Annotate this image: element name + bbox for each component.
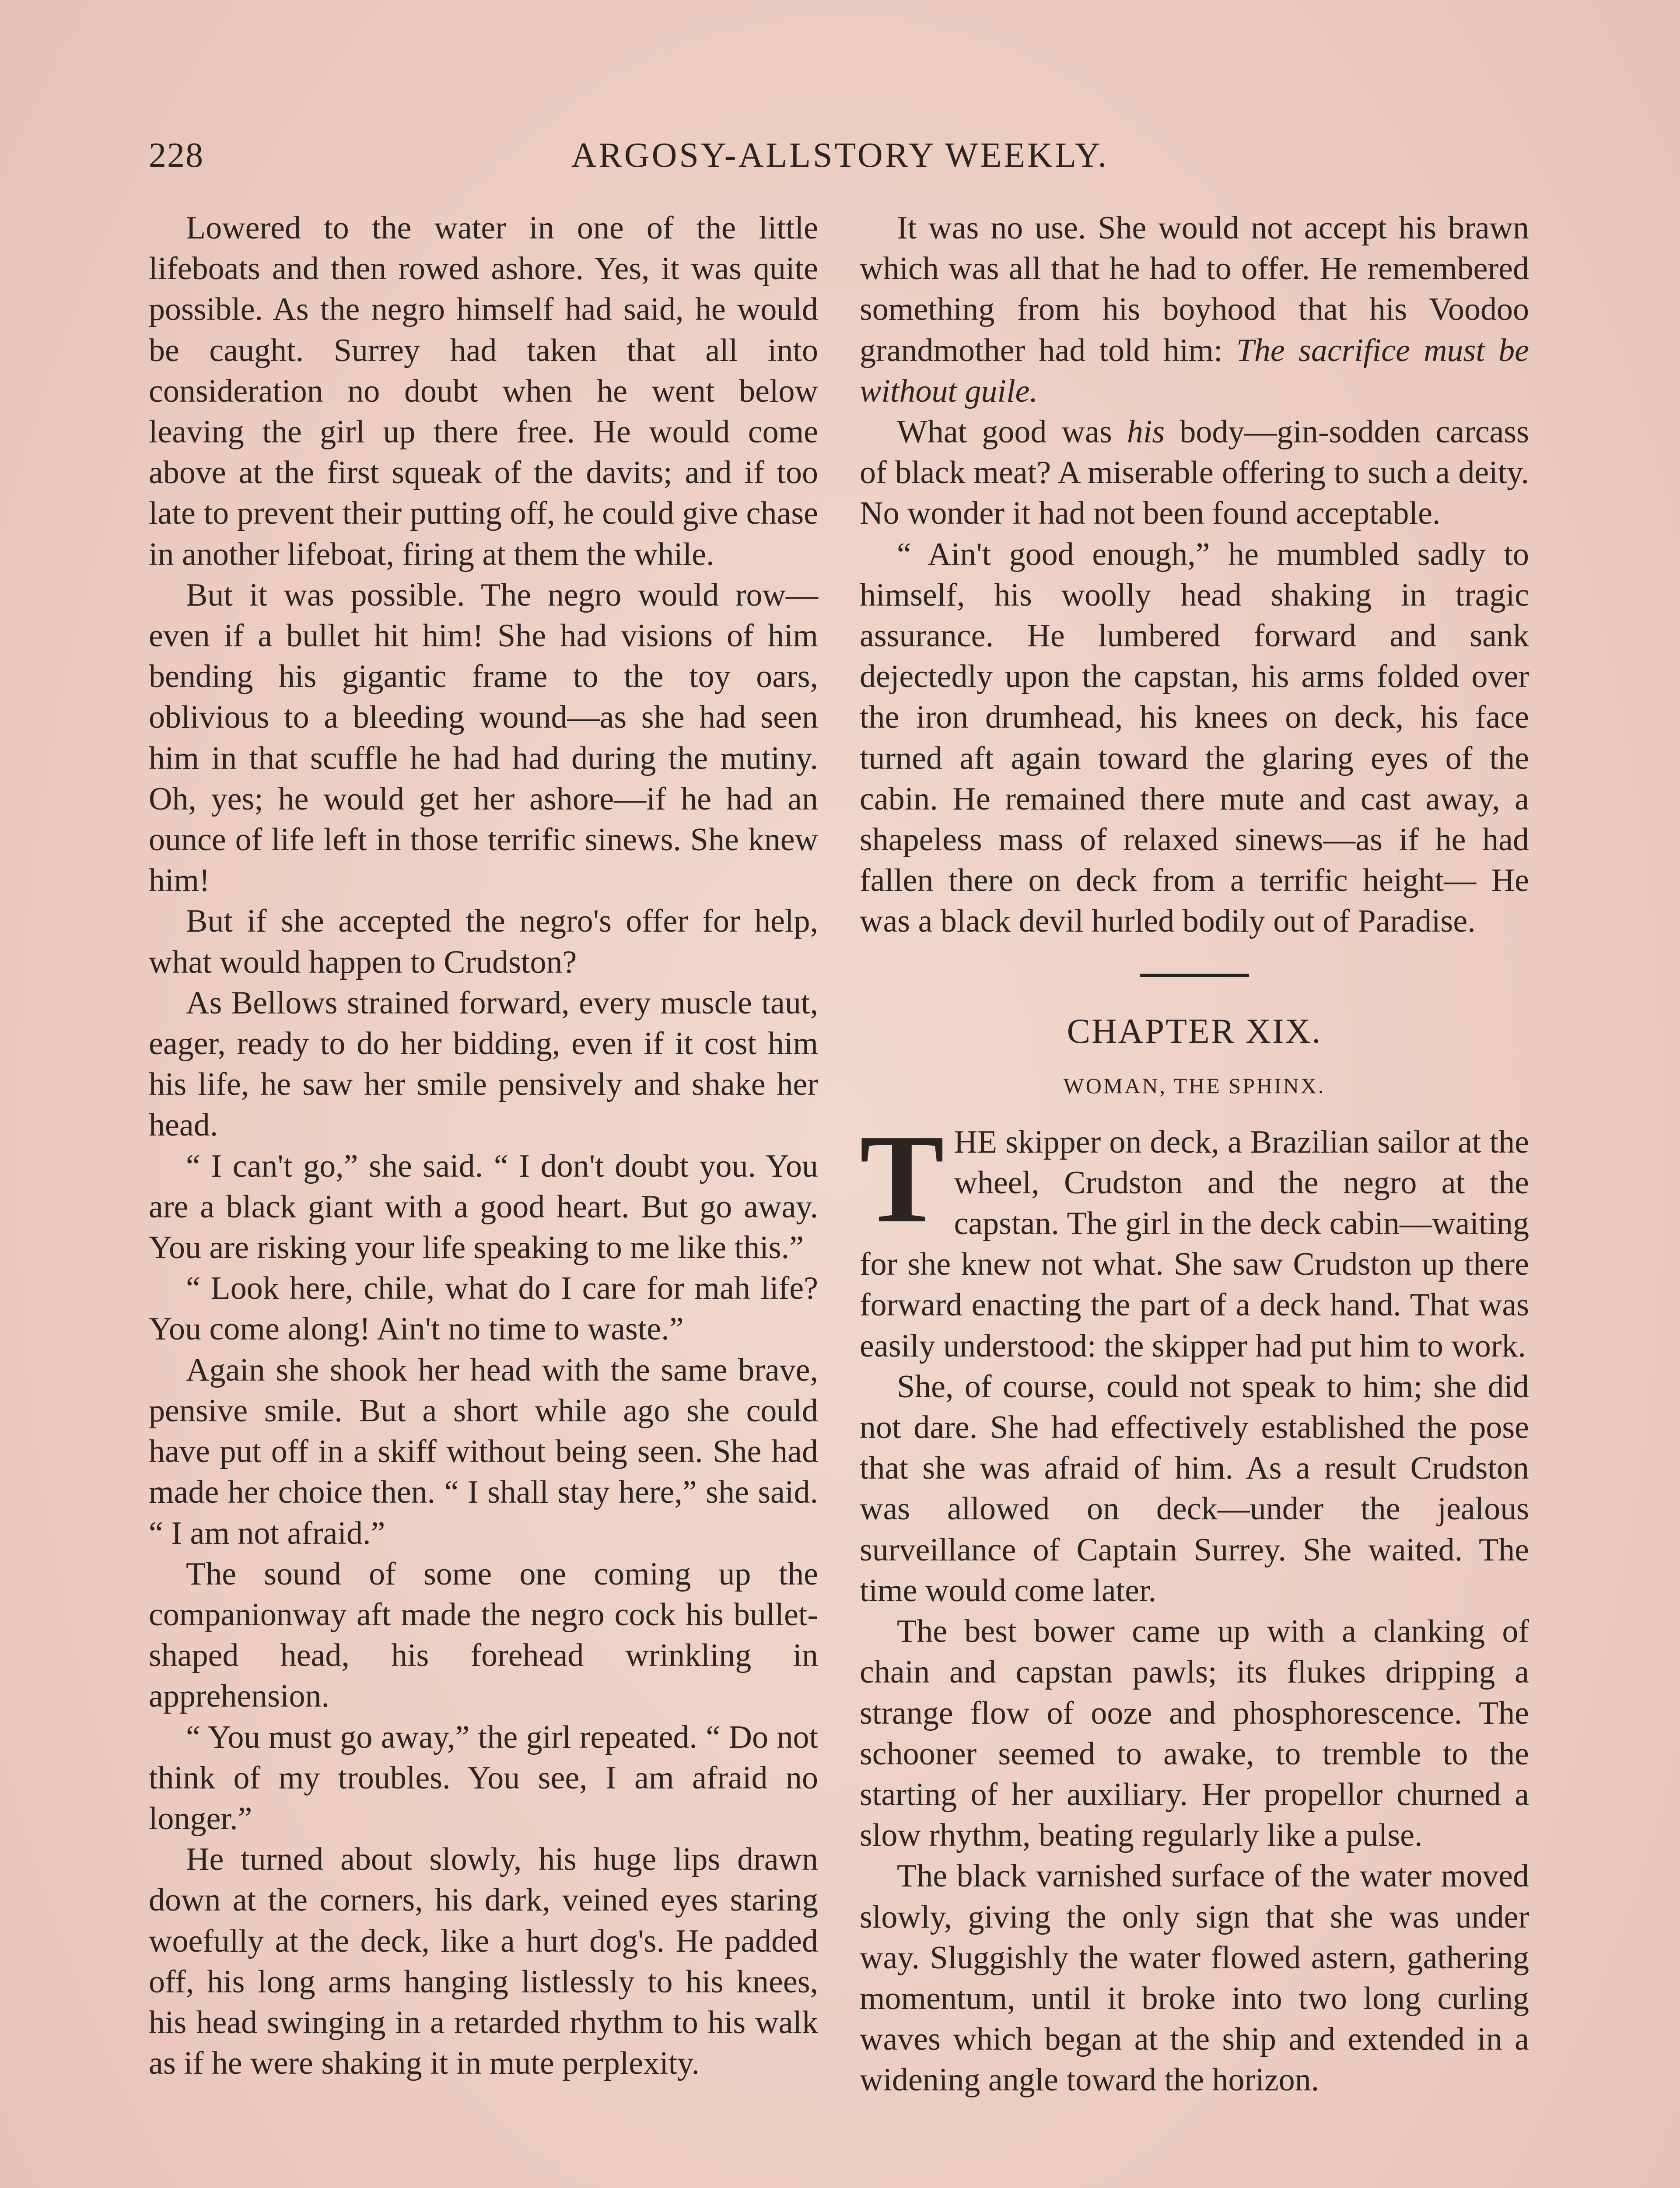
paragraph: The sound of some one coming up the companionway aft made the negro cock his bullet-shaped head, his forehead wrinkling in apprehension. bbox=[149, 1556, 818, 1715]
paragraph: “ You must go away,” the girl repeated. “ Do not think of my troubles. You see, I am afraid no longer.” bbox=[149, 1719, 818, 1837]
running-title: ARGOSY-ALLSTORY WEEKLY. bbox=[571, 136, 1109, 175]
italic-phrase: The sacrifice must be without guile. bbox=[860, 332, 1529, 409]
paragraph: But if she accepted the negro's offer for help, what would happen to Crudston? bbox=[149, 903, 818, 980]
chapter-title: CHAPTER XIX. bbox=[1067, 1012, 1322, 1051]
paragraph-text: What good was bbox=[897, 414, 1127, 450]
paragraph bbox=[860, 208, 1529, 412]
paragraph-text: body—gin-sodden carcass of black meat? A miserable offering to such a deity. No wonder it had not been found acceptable. bbox=[860, 414, 1529, 532]
section-divider bbox=[1140, 974, 1249, 977]
paragraph: But it was possible. The negro would row—even if a bullet hit him! She had visions of him bending his gigantic frame to the toy oars, oblivious to a bleeding wound—as she had seen him in that scuffle he had had during the mutiny. Oh, yes; he would get her ashore—if he had an ounce of life left in those terrific sinews. She knew him! bbox=[149, 577, 818, 899]
paragraph: As Bellows strained forward, every muscle taut, eager, ready to do her bidding, even if it cost him his life, he saw her smile pensively and shake her head. bbox=[149, 985, 818, 1143]
paragraph bbox=[860, 412, 1529, 534]
paragraph: Lowered to the water in one of the little lifeboats and then rowed ashore. Yes, it was quite possible. As the negro himself had said, he would be caught. Surrey had taken that all into consideration no doubt when he went below leaving the girl up there free. He would come above at the first squeak of the davits; and if too late to prevent their putting off, he could give chase in another lifeboat, firing at them the while. bbox=[149, 210, 818, 572]
page-number: 228 bbox=[149, 136, 204, 175]
paragraph: “ I can't go,” she said. “ I don't doubt you. You are a black giant with a good heart. But go away. You are risking your life speaking to me like this.” bbox=[149, 1148, 818, 1266]
drop-cap: T bbox=[860, 1108, 945, 1249]
paragraph: She, of course, could not speak to him; she did not dare. She had effectively established the pose that she was afraid of him. As a result Crudston was allowed on deck—under the jealous surveillance of Captain Surrey. She waited. The time would come later. bbox=[860, 1368, 1529, 1609]
paragraph-text: It was no use. She would not accept his brawn which was all that he had to offer. He remembered something from his boyhood that his Voodoo grandmother had told him: bbox=[860, 210, 1529, 368]
right-column bbox=[860, 208, 1529, 2101]
paragraph: “ Look here, chile, what do I care for mah life? You come along! Ain't no time to waste.” bbox=[149, 1270, 818, 1347]
page-header bbox=[149, 131, 1531, 179]
opening-paragraph bbox=[860, 1108, 1529, 1367]
paragraph: The best bower came up with a clanking of chain and capstan pawls; its flukes dripping a strange flow of ooze and phosphorescence. The schooner seemed to awake, to tremble to the starting of her auxiliary. Her propellor churned a slow rhythm, beating regularly like a pulse. bbox=[860, 1613, 1529, 1854]
paragraph: He turned about slowly, his huge lips drawn down at the corners, his dark, veined eyes staring woefully at the deck, like a hurt dog's. He padded off, his long arms hanging listlessly to his knees, his head swinging in a retarded rhythm to his walk as if he were shaking it in mute perplexity. bbox=[149, 1841, 818, 2082]
paragraph: The black varnished surface of the water moved slowly, giving the only sign that she was under way. Sluggishly the water flowed astern, gathering momentum, until it broke into two long curling waves which began at the ship and extended in a widening angle toward the horizon. bbox=[860, 1858, 1529, 2098]
chapter-subtitle: WOMAN, THE SPHINX. bbox=[1063, 1073, 1326, 1098]
left-column bbox=[149, 208, 818, 2084]
paragraph: Again she shook her head with the same brave, pensive smile. But a short while ago she could have put off in a skiff without being seen. She had made her choice then. “ I shall stay here,” she said. “ I am not afraid.” bbox=[149, 1352, 818, 1551]
paragraph: “ Ain't good enough,” he mumbled sadly to himself, his woolly head shaking in tragic assurance. He lumbered forward and sank dejectedly upon the capstan, his arms folded over the iron drumhead, his knees on deck, his face turned aft again toward the glaring eyes of the cabin. He remained there mute and cast away, a shapeless mass of relaxed sinews—as if he had fallen there on deck from a terrific height— He was a black devil hurled bodily out of Paradise. bbox=[860, 536, 1529, 940]
italic-word: his bbox=[1127, 414, 1165, 450]
paragraph-text: HE skipper on deck, a Brazilian sailor at the wheel, Crudston and the negro at the capstan. The girl in the deck cabin—waiting for she knew not what. She saw Crudston up there forward enacting the part of a deck hand. That was easily understood: the skipper had put him to work. bbox=[860, 1124, 1529, 1364]
